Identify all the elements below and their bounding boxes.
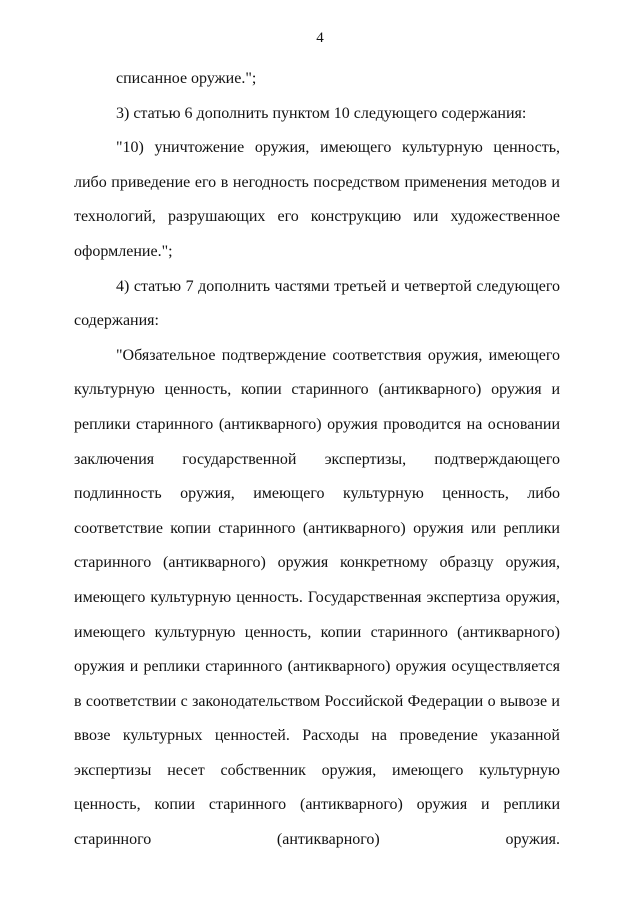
paragraph-list-item-end: списанное оружие."; (116, 70, 257, 87)
paragraph-mandatory-confirmation: "Обязательное подтверждение соответствия оружия, имеющего культурную ценность, копии старинного (антикварного) оружия и реплики старинного (антикварного) оружия проводится на основании заключения государственной экспертизы, подтверждающего подлинность оружия, имеющего культурную ценность, либо соответствие копии старинного (антикварного) оружия или реплики старинного (антикварного) оружия конкретному образцу оружия, имеющего культурную ценность. Государственная экспертиза оружия, имеющего культурную ценность, копии старинного (антикварного) оружия и реплики старинного (антикварного) оружия осуществляется в соответствии с законодательством Российской Федерации о вывозе и ввозе культурных ценностей. Расходы на проведение указанной экспертизы несет собственник оружия, имеющего культурную ценность, копии старинного (антикварного) оружия и реплики старинного (антикварного) оружия. (74, 346, 560, 849)
paragraph-article-6-amendment: 3) статью 6 дополнить пунктом 10 следующего содержания: (116, 104, 527, 122)
document-body (74, 62, 560, 858)
paragraph-point-10: "10) уничтожение оружия, имеющего культурную ценность, либо приведение его в негодность посредством применения методов и технологий, разрушающих его конструкцию или художественное оформление."; (74, 139, 560, 260)
paragraph-article-7-amendment: 4) статью 7 дополнить частями третьей и четвертой следующего содержания: (74, 277, 560, 330)
page-number: 4 (316, 30, 324, 46)
